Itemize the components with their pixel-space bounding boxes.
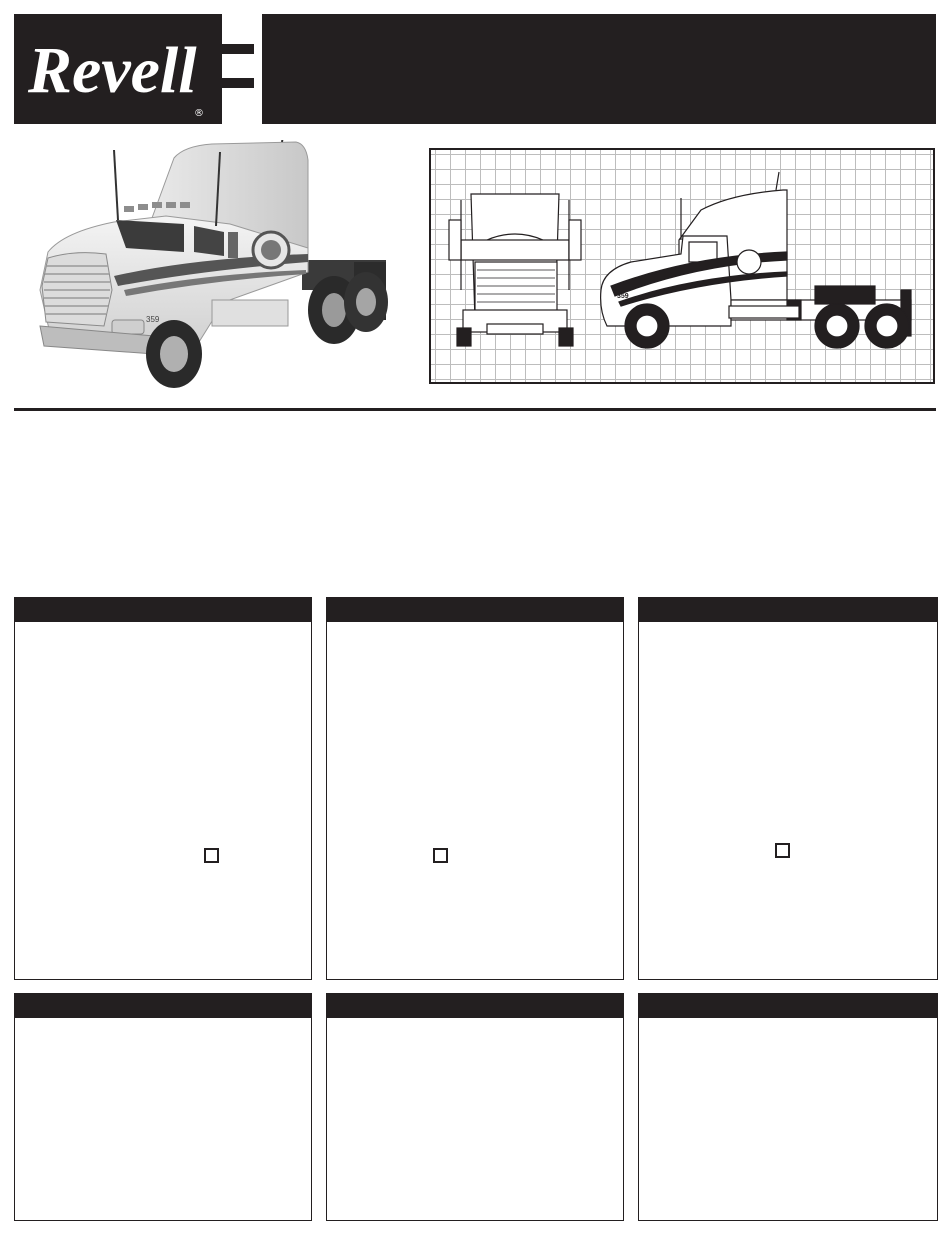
- revell-logo-icon: [24, 22, 206, 110]
- e-brand-mark-icon: [218, 14, 262, 124]
- checkbox-icon[interactable]: [204, 848, 219, 863]
- logo-wordmark: Revell: [28, 34, 197, 107]
- blueprint-grid: [429, 148, 935, 384]
- side-view-number: 359: [617, 293, 629, 300]
- panel-header-bar: [327, 994, 623, 1018]
- header-bar: [14, 14, 936, 124]
- step-panel-3: [638, 597, 938, 980]
- panel-header-bar: [639, 994, 937, 1018]
- logo-area: [14, 14, 212, 124]
- truck-photo-icon: [34, 140, 404, 398]
- panel-header-bar: [15, 994, 311, 1018]
- checkbox-icon[interactable]: [433, 848, 448, 863]
- section-divider: [14, 408, 936, 411]
- step-panel-2: [326, 597, 624, 980]
- truck-number-label: 359: [146, 315, 160, 324]
- step-panel-5: [326, 993, 624, 1221]
- step-panel-6: [638, 993, 938, 1221]
- panel-header-bar: [639, 598, 937, 622]
- panel-header-bar: [327, 598, 623, 622]
- step-panel-1: [14, 597, 312, 980]
- checkbox-icon[interactable]: [775, 843, 790, 858]
- truck-side-view-icon: [431, 150, 933, 382]
- panel-header-bar: [15, 598, 311, 622]
- step-panel-4: [14, 993, 312, 1221]
- registered-mark: ®: [194, 108, 204, 119]
